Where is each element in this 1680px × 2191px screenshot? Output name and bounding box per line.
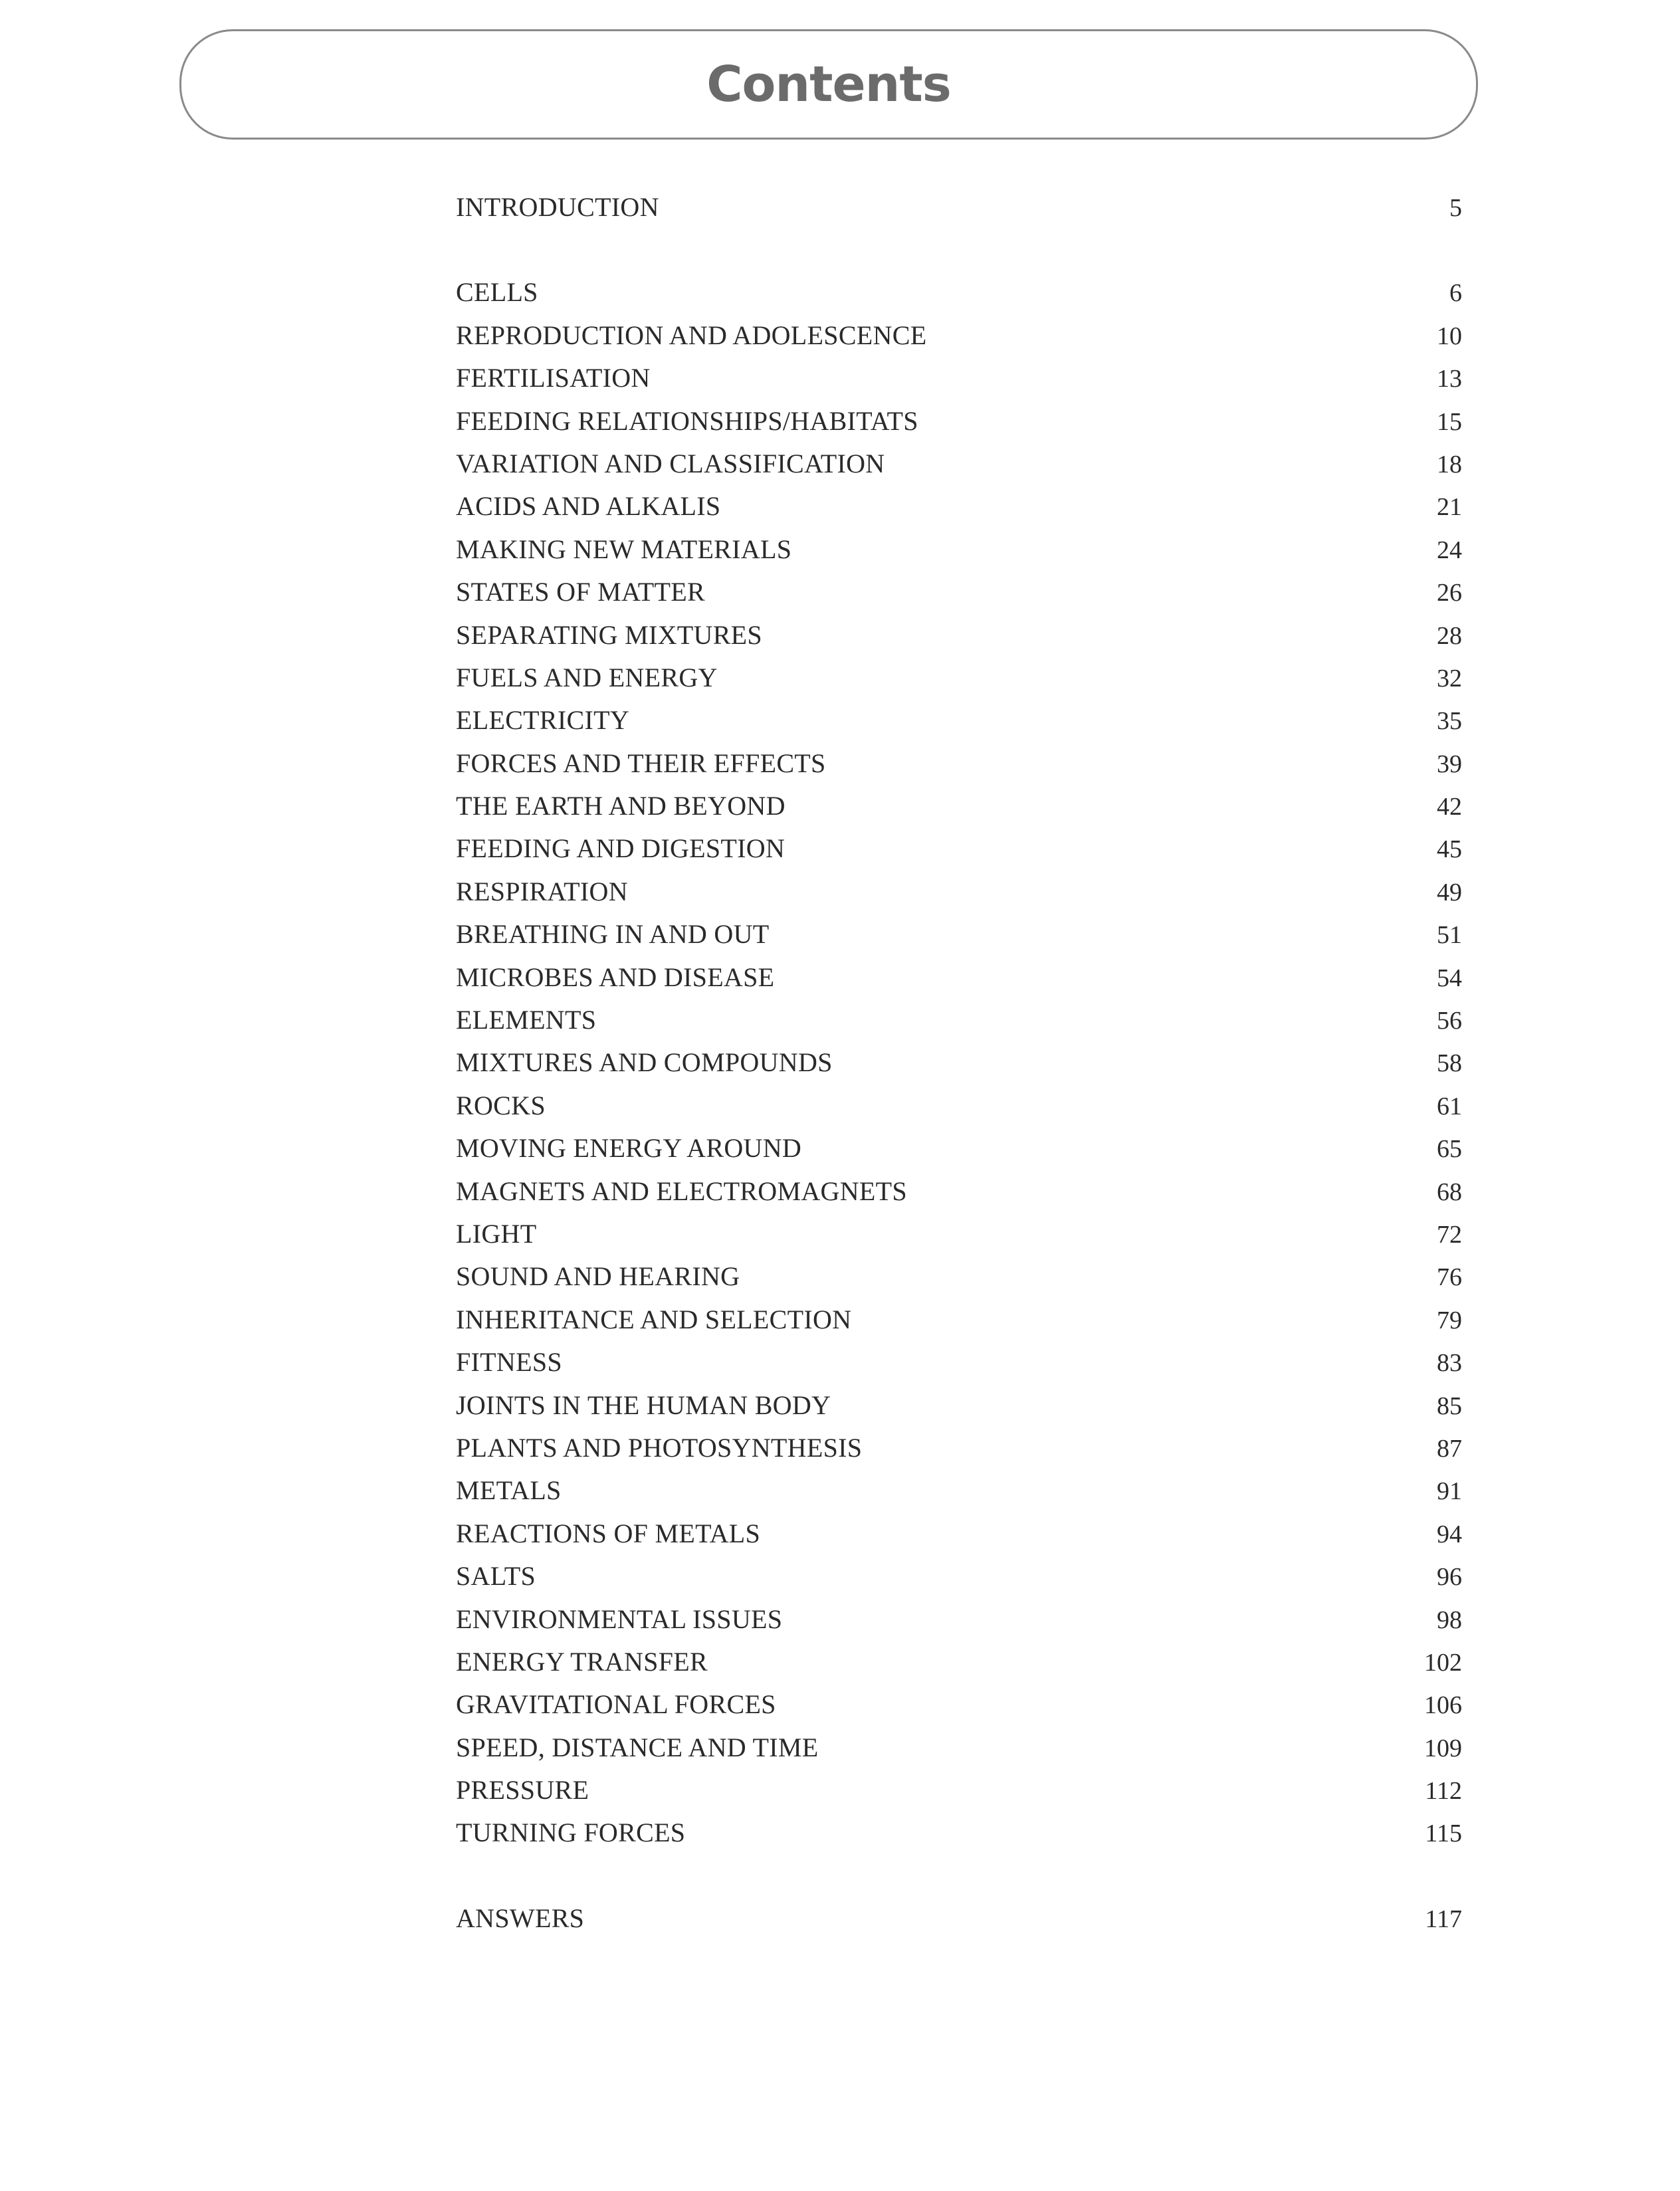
toc-entry-title: FEEDING AND DIGESTION	[456, 833, 786, 864]
toc-entry-title: ELECTRICITY	[456, 705, 630, 736]
toc-entry-title: ANSWERS	[456, 1903, 585, 1933]
toc-entry-title: INTRODUCTION	[456, 192, 659, 222]
toc-entry	[456, 405, 1462, 448]
toc-entry-page-number: 15	[1437, 407, 1462, 436]
toc-entry-title: CELLS	[456, 277, 538, 308]
toc-entry-page-number: 39	[1437, 750, 1462, 778]
toc-entry-title: SEPARATING MIXTURES	[456, 619, 762, 650]
toc-entry	[456, 1261, 1462, 1303]
toc-entry-title: FEEDING RELATIONSHIPS/HABITATS	[456, 405, 918, 436]
toc-entry	[456, 362, 1462, 405]
toc-entry-title: BREATHING IN AND OUT	[456, 919, 770, 950]
toc-entry	[456, 448, 1462, 490]
toc-entry-title: LIGHT	[456, 1218, 537, 1249]
toc-entry	[456, 704, 1462, 747]
toc-entry-title: SOUND AND HEARING	[456, 1261, 740, 1292]
toc-entry-page-number: 94	[1437, 1520, 1462, 1548]
toc-entry	[456, 1646, 1462, 1689]
toc-entry-title: ROCKS	[456, 1090, 546, 1120]
toc-entry-page-number: 72	[1437, 1220, 1462, 1249]
toc-entry-title: REPRODUCTION AND ADOLESCENCE	[456, 320, 927, 350]
toc-entry	[456, 662, 1462, 704]
toc-entry-page-number: 102	[1424, 1648, 1462, 1677]
toc-entry	[456, 1132, 1462, 1175]
toc-entry	[456, 1774, 1462, 1817]
toc-entry	[456, 1475, 1462, 1517]
toc-entry-page-number: 91	[1437, 1477, 1462, 1506]
toc-entry-title: MOVING ENERGY AROUND	[456, 1133, 802, 1164]
toc-entry	[456, 619, 1462, 662]
toc-entry-title: STATES OF MATTER	[456, 577, 705, 607]
toc-entry-page-number: 56	[1437, 1007, 1462, 1035]
contents-header-box	[179, 29, 1478, 140]
toc-entry	[456, 1903, 1462, 1945]
toc-entry	[456, 790, 1462, 833]
toc-entry-title: SPEED, DISTANCE AND TIME	[456, 1732, 819, 1762]
toc-entry-page-number: 68	[1437, 1178, 1462, 1206]
toc-entry	[456, 191, 1462, 234]
toc-entry-page-number: 106	[1424, 1691, 1462, 1720]
toc-entry-title: RESPIRATION	[456, 876, 628, 906]
toc-entry	[456, 1004, 1462, 1047]
toc-entry-title: ACIDS AND ALKALIS	[456, 491, 721, 522]
toc-entry-page-number: 26	[1437, 579, 1462, 607]
toc-entry	[456, 833, 1462, 875]
toc-entry	[456, 876, 1462, 918]
toc-entry-page-number: 24	[1437, 536, 1462, 564]
toc-entry-page-number: 87	[1437, 1434, 1462, 1463]
toc-entry-page-number: 98	[1437, 1606, 1462, 1634]
toc-entry-title: MICROBES AND DISEASE	[456, 962, 775, 992]
toc-entry	[456, 918, 1462, 961]
toc-entry-page-number: 83	[1437, 1349, 1462, 1378]
toc-entry-page-number: 76	[1437, 1263, 1462, 1292]
toc-entry-page-number: 6	[1449, 279, 1462, 308]
toc-entry-page-number: 51	[1437, 921, 1462, 950]
toc-entry-page-number: 35	[1437, 707, 1462, 736]
toc-entry-title: SALTS	[456, 1561, 536, 1592]
toc-entry-page-number: 115	[1425, 1820, 1462, 1848]
toc-entry-title: INHERITANCE AND SELECTION	[456, 1304, 852, 1334]
toc-entry	[456, 1432, 1462, 1475]
toc-entry-page-number: 112	[1425, 1777, 1462, 1806]
toc-entry	[456, 1218, 1462, 1261]
toc-entry-title: ENVIRONMENTAL ISSUES	[456, 1604, 783, 1634]
toc-entry	[456, 1090, 1462, 1132]
toc-entry-title: MIXTURES AND COMPOUNDS	[456, 1047, 833, 1078]
toc-entry-page-number: 85	[1437, 1392, 1462, 1420]
toc-entry-page-number: 28	[1437, 621, 1462, 650]
toc-entry-title: FORCES AND THEIR EFFECTS	[456, 748, 826, 778]
toc-entry-page-number: 96	[1437, 1563, 1462, 1592]
toc-entry	[456, 1560, 1462, 1603]
toc-entry-title: VARIATION AND CLASSIFICATION	[456, 448, 885, 478]
toc-entry	[456, 748, 1462, 790]
toc-entry-title: METALS	[456, 1475, 562, 1506]
toc-entry-page-number: 58	[1437, 1049, 1462, 1078]
toc-entry-page-number: 79	[1437, 1306, 1462, 1334]
toc-entry-title: MAKING NEW MATERIALS	[456, 534, 792, 564]
toc-entry-title: FUELS AND ENERGY	[456, 662, 718, 692]
toc-entry-page-number: 10	[1437, 322, 1462, 350]
toc-entry-page-number: 21	[1437, 493, 1462, 522]
toc-entry-page-number: 5	[1449, 194, 1462, 222]
toc-entry	[456, 1604, 1462, 1646]
toc-entry-page-number: 18	[1437, 450, 1462, 478]
toc-entry	[456, 1817, 1462, 1859]
toc-entry-title: REACTIONS OF METALS	[456, 1518, 761, 1548]
toc-entry	[456, 576, 1462, 619]
toc-entry	[456, 1176, 1462, 1218]
toc-entry-page-number: 65	[1437, 1135, 1462, 1164]
toc-entry-page-number: 54	[1437, 964, 1462, 992]
toc-entry-page-number: 61	[1437, 1092, 1462, 1120]
toc-entry-page-number: 42	[1437, 793, 1462, 821]
page-title: Contents	[706, 56, 951, 113]
toc-entry-title: TURNING FORCES	[456, 1818, 686, 1848]
toc-entry-page-number: 13	[1437, 365, 1462, 393]
toc-entry-title: GRAVITATIONAL FORCES	[456, 1689, 776, 1720]
table-of-contents	[456, 191, 1462, 1945]
toc-entry	[456, 276, 1462, 319]
toc-entry-title: PLANTS AND PHOTOSYNTHESIS	[456, 1432, 863, 1463]
toc-entry-title: ELEMENTS	[456, 1005, 597, 1035]
toc-entry-page-number: 45	[1437, 835, 1462, 864]
toc-entry	[456, 1518, 1462, 1560]
toc-entry	[456, 1732, 1462, 1774]
toc-entry-title: THE EARTH AND BEYOND	[456, 791, 786, 821]
toc-entry	[456, 1047, 1462, 1089]
toc-entry-title: PRESSURE	[456, 1775, 589, 1806]
toc-entry-title: FERTILISATION	[456, 363, 651, 393]
toc-entry	[456, 320, 1462, 362]
toc-entry-title: FITNESS	[456, 1347, 562, 1378]
toc-entry-title: JOINTS IN THE HUMAN BODY	[456, 1390, 831, 1420]
toc-entry-title: MAGNETS AND ELECTROMAGNETS	[456, 1176, 907, 1206]
toc-entry	[456, 534, 1462, 576]
toc-entry-page-number: 32	[1437, 664, 1462, 692]
toc-entry-page-number: 117	[1425, 1905, 1462, 1933]
toc-entry	[456, 1346, 1462, 1389]
toc-entry	[456, 490, 1462, 533]
toc-entry-page-number: 49	[1437, 878, 1462, 906]
toc-entry	[456, 1689, 1462, 1731]
toc-entry	[456, 1390, 1462, 1432]
toc-entry	[456, 962, 1462, 1004]
toc-entry-title: ENERGY TRANSFER	[456, 1646, 708, 1677]
toc-entry-page-number: 109	[1424, 1734, 1462, 1762]
toc-entry	[456, 1304, 1462, 1346]
